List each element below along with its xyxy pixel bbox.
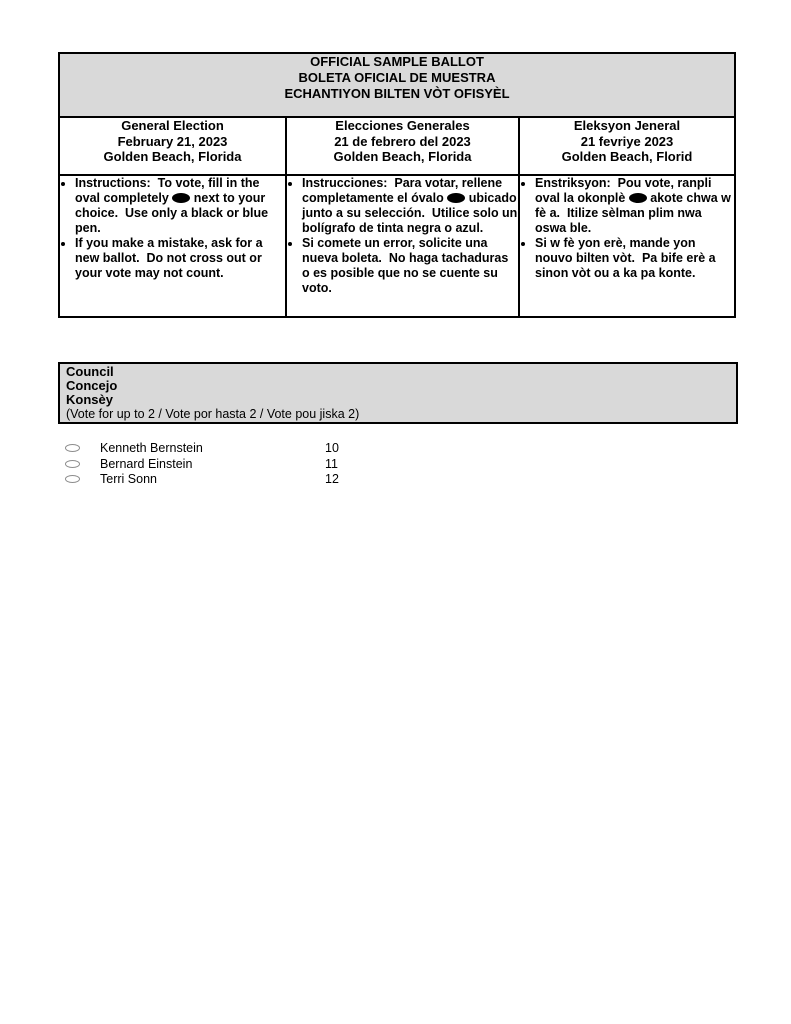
election-info-spanish [286,117,519,175]
filled-oval-icon [172,193,190,203]
ballot-title-creole: ECHANTIYON BILTEN VÒT OFISYÈL [284,86,510,101]
instruction-text-after-oval: ubicado junto a su selección. Utilice solo un bolígrafo de tinta negra o azul. [302,191,521,235]
contest-title-english: Council [66,364,114,379]
ballot-title-cell [59,53,735,117]
instruction-text-before-oval: Instructions: To vote, fill in the oval completely [75,176,263,205]
instruction-text: If you make a mistake, ask for a new ballot. Do not cross out or your vote may not count. [75,236,267,280]
election-location: Golden Beach, Florida [103,149,242,164]
ballot-title-english: OFFICIAL SAMPLE BALLOT [310,54,484,69]
election-name: Elecciones Generales [335,118,470,133]
instruction-text-after-oval: next to your choice. Use only a black or blue pen. [75,191,272,235]
election-date: 21 fevriye 2023 [580,133,674,149]
instruction-mistake [75,236,285,281]
instruction-text-after-oval: akote chwa w fè a. Itilize sèlman plim nwa oswa ble. [535,191,735,235]
filled-oval-icon [447,193,465,203]
election-location: Golden Beach, Florida [333,149,472,164]
candidate-list [58,440,458,487]
candidate-row-kenneth-bernstein [58,440,458,456]
candidate-row-bernard-einstein [58,456,458,472]
election-name: General Election [121,118,224,133]
candidate-number: 10 [325,441,339,455]
vote-bubble[interactable] [65,475,80,483]
candidate-number: 12 [325,472,339,486]
instruction-text: Si w fè yon erè, mande yon nouvo bilten vòt. Pa bife erè a sinon vòt ou a ka pa konte. [535,236,720,280]
instruction-text-before-oval: Instrucciones: Para votar, rellene completamente el óvalo [302,176,506,205]
candidate-name: Terri Sonn [100,472,157,486]
election-info-english [59,117,286,175]
contest-header-council [58,362,738,424]
instructions-creole [519,175,735,317]
filled-oval-icon [629,193,647,203]
ballot-header-table [58,52,736,318]
candidate-name: Bernard Einstein [100,456,193,471]
instructions-spanish [286,175,519,317]
election-location: Golden Beach, Florid [561,149,693,164]
contest-title-creole: Konsèy [66,392,113,407]
vote-bubble[interactable] [65,460,80,468]
vote-bubble[interactable] [65,444,80,452]
candidate-number: 11 [325,456,338,471]
election-name: Eleksyon Jeneral [573,118,681,133]
election-date: February 21, 2023 [117,133,228,149]
vote-limit-text: (Vote for up to 2 / Vote por hasta 2 / Vote pou jiska 2) [66,407,360,421]
instruction-mistake [302,236,518,296]
contest-title-spanish: Concejo [66,378,118,393]
instruction-fill-oval [75,176,285,236]
instructions-english [59,175,286,317]
instruction-text: Si comete un error, solicite una nueva boleta. No haga tachaduras o es posible que no se cuente su voto. [302,236,512,295]
instruction-text-before-oval: Enstriksyon: Pou vote, ranpli oval la okonplè [535,176,715,205]
election-info-creole [519,117,735,175]
ballot-title-spanish: BOLETA OFICIAL DE MUESTRA [298,70,496,85]
election-date: 21 de febrero del 2023 [334,133,471,149]
candidate-name: Kenneth Bernstein [100,441,203,455]
instruction-fill-oval [535,176,734,236]
instruction-mistake [535,236,734,281]
candidate-row-terri-sonn [58,471,458,487]
instruction-fill-oval [302,176,521,236]
